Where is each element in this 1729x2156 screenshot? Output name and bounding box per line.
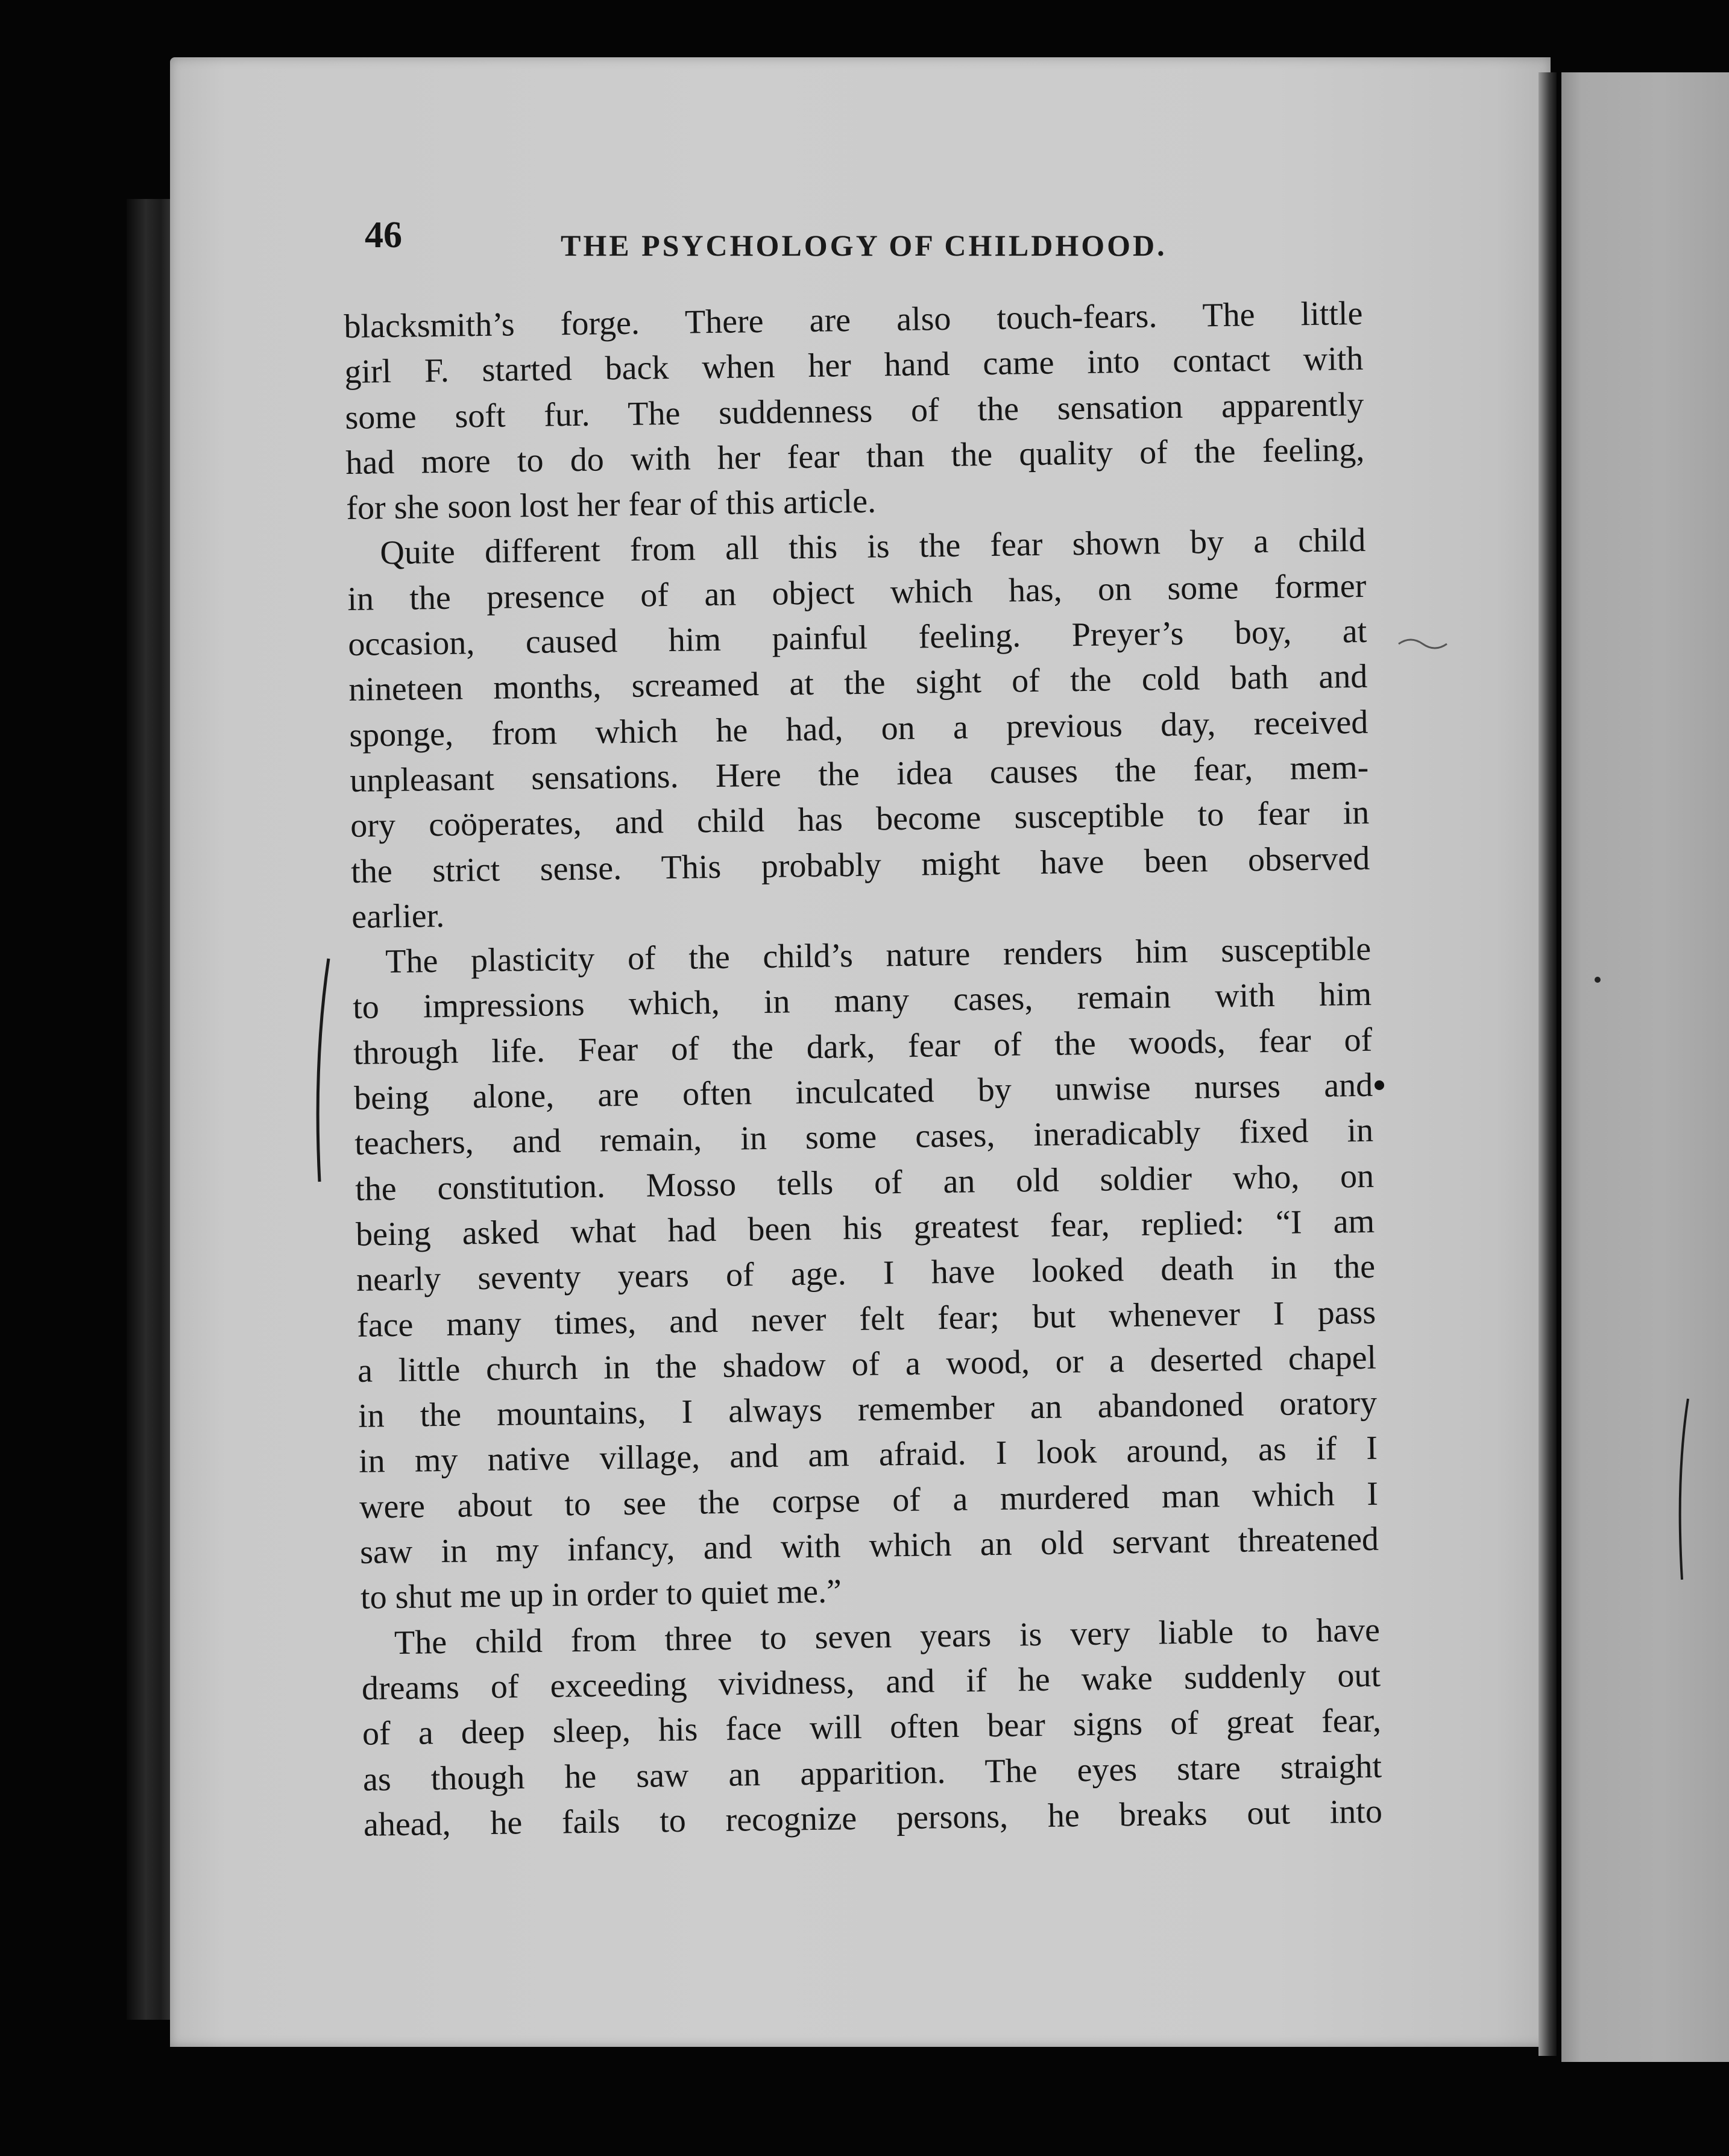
text-line: Quite different from all this is the fear shown by a child bbox=[380, 522, 1366, 572]
text-line: nineteen months, screamed at the sight of the cold bath and bbox=[348, 658, 1368, 709]
text-line: blacksmith’s forge. There are also touch-fears. The little bbox=[344, 294, 1363, 345]
text-line: the constitution. Mosso tells of an old soldier who, on bbox=[354, 1157, 1375, 1208]
text-line: The plasticity of the child’s nature renders him susceptible bbox=[385, 930, 1372, 981]
text-line: teachers, and remain, in some cases, ineradicably fixed in bbox=[354, 1112, 1374, 1163]
text-line: The child from three to seven years is very liable to have bbox=[394, 1611, 1381, 1662]
adjacent-page-dot bbox=[1595, 977, 1601, 983]
text-line: for she soon lost her fear of this article. bbox=[346, 482, 877, 528]
margin-bracket-mark bbox=[318, 959, 329, 1182]
margin-dot-mark bbox=[1375, 1080, 1384, 1090]
text-line: as though he saw an apparition. The eyes stare straight bbox=[362, 1747, 1382, 1798]
text-line: face many times, and never felt fear; but whenever I pass bbox=[356, 1293, 1376, 1344]
text-line: to impressions which, in many cases, remain with him bbox=[352, 976, 1372, 1027]
text-line: saw in my infancy, and with which an old servant threatened bbox=[359, 1520, 1379, 1571]
text-line: unpleasant sensations. Here the idea causes the fear, mem- bbox=[349, 748, 1369, 799]
text-line: girl F. started back when her hand came into contact with bbox=[344, 340, 1364, 391]
text-line: in my native village, and am afraid. I look around, as if I bbox=[358, 1429, 1378, 1481]
text-line: occasion, caused him painful feeling. Preyer’s boy, at bbox=[347, 612, 1367, 664]
text-line: in the presence of an object which has, on some former bbox=[347, 567, 1367, 618]
page-number: 46 bbox=[365, 215, 402, 256]
text-line: to shut me up in order to quiet me.” bbox=[360, 1572, 842, 1617]
text-line: ahead, he fails to recognize persons, he breaks out into bbox=[363, 1792, 1383, 1844]
text-line: nearly seventy years of age. I have looked death in the bbox=[356, 1247, 1376, 1299]
text-line: in the mountains, I always remember an abandoned oratory bbox=[357, 1384, 1378, 1435]
text-line: through life. Fear of the dark, fear of the woods, fear of bbox=[353, 1021, 1373, 1072]
text-line: being asked what had been his greatest fear, replied: “I am bbox=[355, 1202, 1375, 1253]
running-title: THE PSYCHOLOGY OF CHILDHOOD. bbox=[561, 229, 1167, 262]
text-line: of a deep sleep, his face will often bear signs of great fear, bbox=[362, 1701, 1382, 1753]
text-line: sponge, from which he had, on a previous day, received bbox=[348, 703, 1368, 754]
text-line: dreams of exceeding vividness, and if he wake suddenly out bbox=[361, 1656, 1381, 1707]
text-line: a little church in the shadow of a wood, or a deserted chapel bbox=[357, 1338, 1377, 1390]
text-line: earlier. bbox=[351, 897, 445, 936]
text-line: some soft fur. The suddenness of the sensation apparently bbox=[345, 385, 1364, 437]
margin-squiggle-mark bbox=[1399, 640, 1447, 648]
text-line: were about to see the corpse of a murdered man which I bbox=[359, 1475, 1379, 1526]
text-line: had more to do with her fear than the quality of the feeling, bbox=[345, 430, 1365, 482]
adjacent-page-mark bbox=[1680, 1399, 1688, 1580]
text-line: being alone, are often inculcated by unwise nurses and bbox=[353, 1066, 1373, 1117]
text-line: ory coöperates, and child has become susceptible to fear in bbox=[350, 794, 1370, 845]
text-line: the strict sense. This probably might have been observed bbox=[350, 839, 1370, 890]
